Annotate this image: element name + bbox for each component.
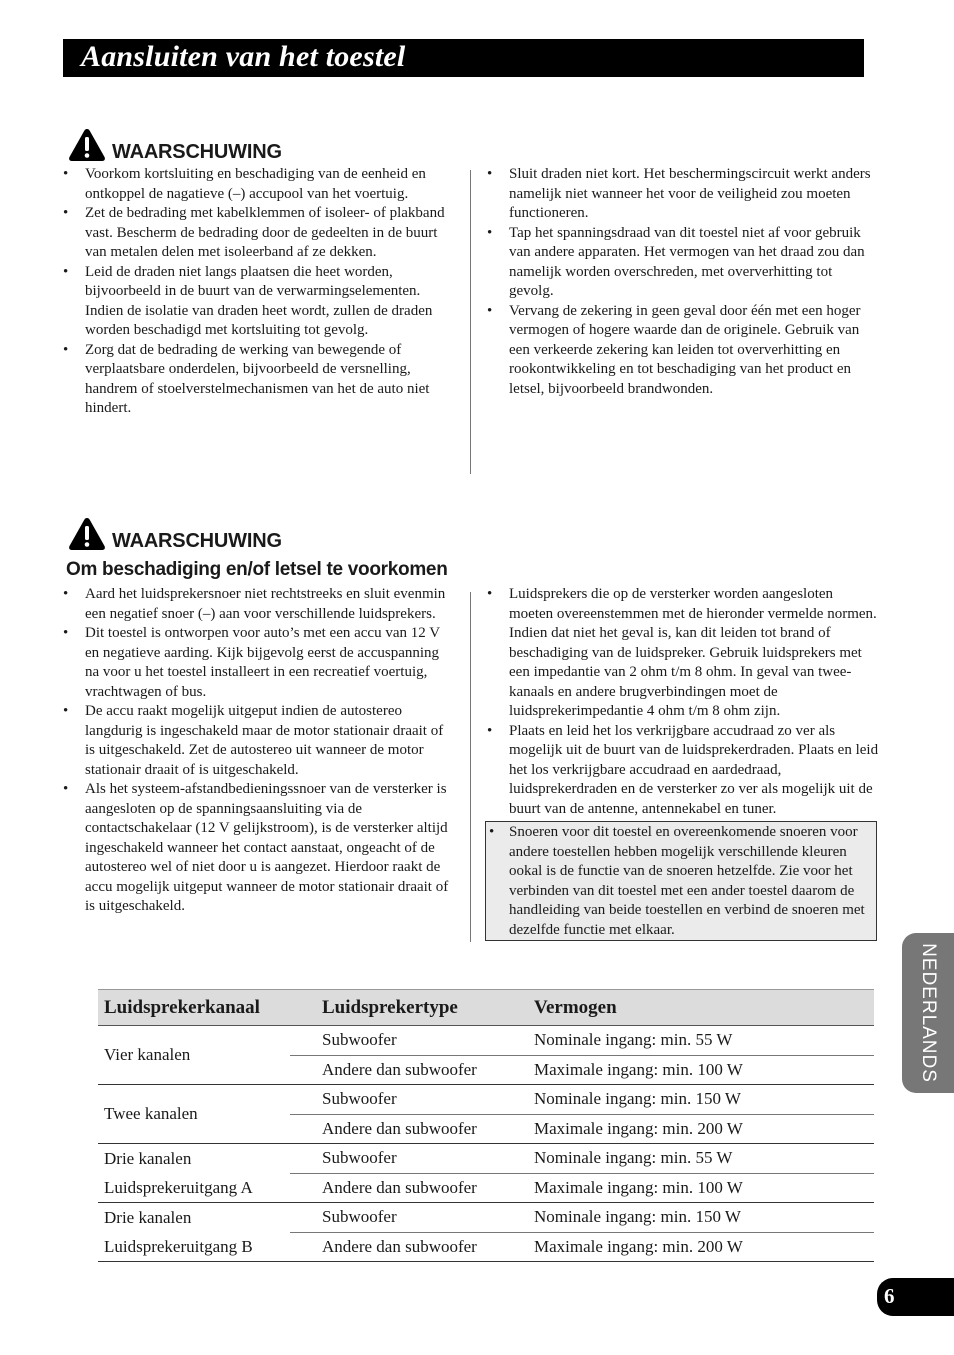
list-item: • Voorkom kortsluiting en beschadiging van de eenheid en ontkoppel de nagatieve (–) accupool van het voertuig. [63,165,453,204]
column-divider [470,170,471,474]
channel-cell: Vier kanalen [98,1026,290,1085]
warning-heading-2 [68,511,282,551]
type-cell: Andere dan subwoofer [290,1055,528,1085]
warning2-right-list [487,585,879,819]
power-cell: Maximale ingang: min. 200 W [528,1232,874,1262]
power-cell: Maximale ingang: min. 100 W [528,1055,874,1085]
warning2-left-list [63,585,455,917]
page-number: 6 [884,1284,895,1308]
language-tab [902,933,954,1093]
list-item: • Vervang de zekering in geen geval door één met een hoger vermogen of hogere waarde dan de originele. Gebruik van een verkeerde zekering kan leiden tot oververhitting en rookontwikkeling en tot beschadiging van het product en letsel, bijvoorbeeld brandwonden. [487,302,877,400]
channel-cell: Twee kanalen [98,1085,290,1144]
column-header: Vermogen [528,990,874,1026]
list-item: • Plaats en leid het los verkrijgbare accudraad zo ver als mogelijk uit de buurt van de luidsprekerdraden. Plaats en leid het los verkrijgbare accudraad en aardedraad, luidsprekerdraden en de versterker zo ver als mogelijk uit de buurt van de antenne, antennekabel en tuner. [487,722,879,820]
list-item: • Leid de draden niet langs plaatsen die heet worden, bijvoorbeeld in de buurt van de verwarmingselementen. Indien de isolatie van draden heet wordt, zullen de draden worden beschadigd met kortsluiting tot gevolg. [63,263,453,341]
table-row [98,1085,874,1115]
channel-cell: Luidsprekeruitgang B [98,1232,290,1262]
power-cell: Maximale ingang: min. 200 W [528,1114,874,1144]
type-cell: Subwoofer [290,1203,528,1233]
channel-cell: Drie kanalen [104,1148,192,1168]
page-number-tab [877,1278,954,1316]
list-item: • Tap het spanningsdraad van dit toestel niet af voor gebruik van andere apparaten. Het vermogen van het draad zou dan namelijk worden overschreden, met oververhitting tot gevolg. [487,224,877,302]
column-divider [470,592,471,942]
type-cell: Subwoofer [290,1085,528,1115]
list-item: • Zorg dat de bedrading de werking van bewegende of verplaatsbare onderdelen, bijvoorbeeld de versnelling, handrem of stoelverstelmechanismen van het de auto niet hindert. [63,341,453,419]
power-cell: Nominale ingang: min. 150 W [528,1203,874,1233]
table-row [98,1026,874,1056]
table-row [98,1173,874,1203]
type-cell: Andere dan subwoofer [290,1114,528,1144]
table-row [98,1232,874,1262]
warning2-subheading: Om beschadiging en/of letsel te voorkomen [66,559,448,580]
language-tab-label: NEDERLANDS [918,943,939,1083]
type-cell: Andere dan subwoofer [290,1232,528,1262]
type-cell: Andere dan subwoofer [290,1173,528,1203]
table-row [98,1144,874,1174]
type-cell: Subwoofer [290,1144,528,1174]
warning-label: WAARSCHUWING [112,530,282,552]
warning-heading-1 [68,122,282,162]
list-item: • Sluit draden niet kort. Het beschermingscircuit werkt anders namelijk niet wanneer het voor de veiligheid zou moeten functioneren. [487,165,877,224]
power-cell: Nominale ingang: min. 55 W [528,1144,874,1174]
table-row [98,1203,874,1233]
list-item: • Zet de bedrading met kabelklemmen of isoleer- of plakband vast. Bescherm de bedrading door de gedeelten in de buurt van metalen delen met isoleerband af ze dekken. [63,204,453,263]
column-header: Luidsprekertype [290,990,528,1026]
page-title: Aansluiten van het toestel [81,40,406,73]
table-header-row [98,990,874,1026]
column-header: Luidsprekerkanaal [98,990,290,1026]
warning-label: WAARSCHUWING [112,141,282,163]
speaker-power-table [98,989,874,1262]
warning-triangle-icon [68,128,106,162]
channel-cell: Drie kanalen [104,1207,192,1227]
note-box [485,821,877,941]
list-item: • Dit toestel is ontworpen voor auto’s met een accu van 12 V en negatieve aarding. Kijk bijgevolg eerst de accuspanning na voor u het toestel installeert in een recreatief voertuig, vrachtwagen of bus. [63,624,455,702]
note-item: • Snoeren voor dit toestel en overeenkomende snoeren voor andere toestellen hebben mogelijk verschillende kleuren ookal is de functie van de snoeren hetzelfde. Zie voor het verbinden van dit toestel met een ander toestel daarom de handleiding van beide toestellen en verbind de snoeren met dezelfde functie met elkaar. [488,823,868,940]
warning1-right-list [487,165,877,399]
power-cell: Nominale ingang: min. 150 W [528,1085,874,1115]
power-cell: Nominale ingang: min. 55 W [528,1026,874,1056]
warning-triangle-icon [68,517,106,551]
list-item: • De accu raakt mogelijk uitgeput indien de autostereo langdurig is ingeschakeld maar de motor stationair draait of is uitgeschakeld. Zet de autostereo uit wanneer de motor stationair draait of is uitgeschakeld. [63,702,455,780]
channel-cell: Luidsprekeruitgang A [98,1173,290,1203]
list-item: • Als het systeem-afstandbedieningssnoer van de versterker is aangesloten op de spanningsaansluiting via de contactschakelaar (12 V gelijkstroom), is de versterker altijd ingeschakeld wanneer het contact aanstaat, ongeacht of de autostereo wel of niet door u is aangezet. Hierdoor raakt de accu mogelijk uitgeput wanneer de motor stationair draait of is uitgeschakeld. [63,780,455,917]
title-bar [63,39,864,77]
type-cell: Subwoofer [290,1026,528,1056]
list-item: • Aard het luidsprekersnoer niet rechtstreeks en sluit evenmin een negatief snoer (–) aan voor verschillende luidsprekers. [63,585,455,624]
power-cell: Maximale ingang: min. 100 W [528,1173,874,1203]
list-item: • Luidsprekers die op de versterker worden aangesloten moeten overeenstemmen met de hieronder vermelde normen. Indien dat niet het geval is, kan dit leiden tot brand of beschadiging van de luidspreker. Gebruik luidsprekers met een impedantie van 2 ohm t/m 8 ohm. In geval van twee-kanaals en andere brugverbindingen moet de luidsprekerimpedantie 4 ohm t/m 8 ohm zijn. [487,585,879,722]
warning1-left-list [63,165,453,419]
